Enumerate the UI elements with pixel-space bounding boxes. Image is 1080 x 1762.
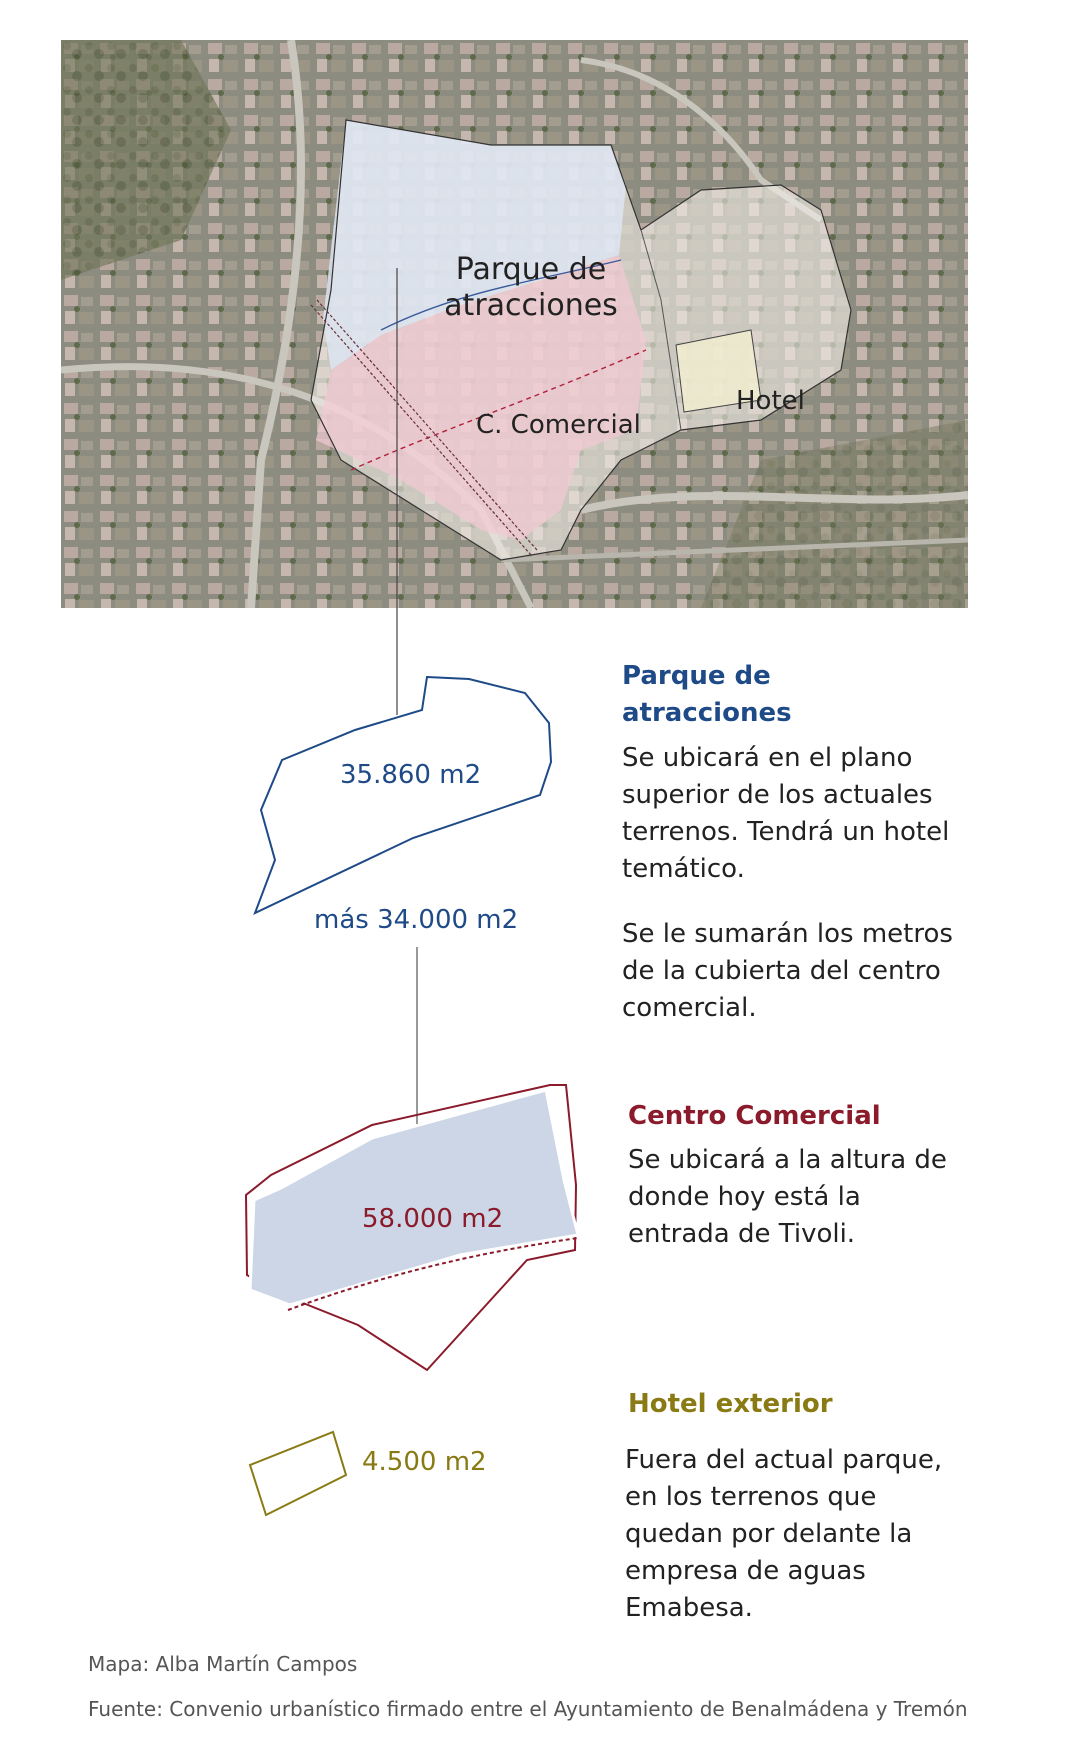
map-label-parque: Parque de atracciones	[444, 252, 618, 323]
source-credit: Fuente: Convenio urbanístico firmado entre el Ayuntamiento de Benalmádena y Tremón	[88, 1697, 968, 1721]
map-credit: Mapa: Alba Martín Campos	[88, 1652, 358, 1676]
parque-area-label: 35.860 m2	[340, 760, 482, 790]
comercial-description: Se ubicará a la altura de donde hoy está la entrada de Tivoli.	[628, 1145, 947, 1249]
hotel-title: Hotel exterior	[628, 1389, 833, 1419]
hotel-area-label: 4.500 m2	[362, 1447, 487, 1477]
parque-title: Parque de atracciones	[622, 661, 792, 728]
parque-extra-area-label: más 34.000 m2	[314, 905, 519, 935]
cubierta-shape	[250, 1090, 578, 1305]
map-label-hotel: Hotel	[736, 386, 805, 416]
hotel-description: Fuera del actual parque, en los terrenos que quedan por delante la empresa de aguas Emabesa.	[625, 1445, 943, 1623]
comercial-title: Centro Comercial	[628, 1101, 881, 1131]
parque-description-extra: Se le sumarán los metros de la cubierta del centro comercial.	[622, 919, 953, 1023]
comercial-area-label: 58.000 m2	[362, 1204, 504, 1234]
map-label-comercial: C. Comercial	[476, 410, 641, 440]
hotel-shape	[250, 1432, 346, 1515]
parque-description: Se ubicará en el plano superior de los actuales terrenos. Tendrá un hotel temático.	[622, 743, 950, 884]
parque-shape	[255, 677, 551, 913]
